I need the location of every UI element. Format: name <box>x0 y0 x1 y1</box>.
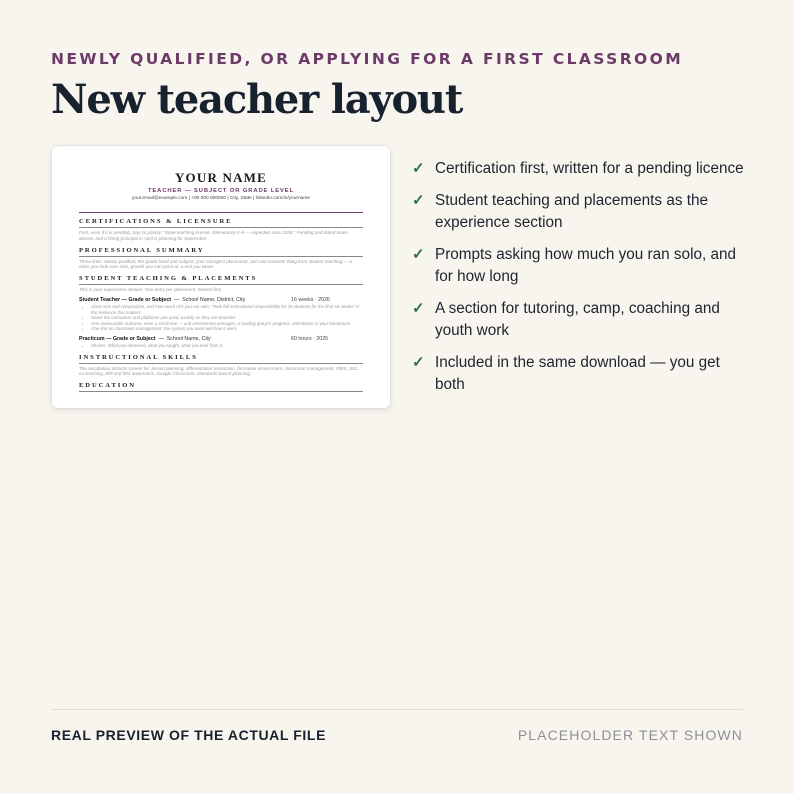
resume-bullet: • Class size and composition, and how much of it you ran solo. "Took full instructional responsibility for 26 students for the final six weeks" is the sentence that matters. <box>91 304 363 315</box>
resume-entry-separator: — <box>158 336 164 343</box>
resume-entry-role: Practicum — Grade or Subject <box>79 336 156 343</box>
resume-bullet-list <box>79 343 363 348</box>
resume-entry-location: School Name, District, City <box>182 297 246 304</box>
checkmark-icon: ✓ <box>412 160 425 177</box>
footer-placeholder-note: PLACEHOLDER TEXT SHOWN <box>517 727 743 743</box>
feature-item <box>412 190 752 234</box>
footer-preview-note: REAL PREVIEW OF THE ACTUAL FILE <box>51 727 327 743</box>
checkmark-icon: ✓ <box>412 354 425 371</box>
resume-placeholder-text: First, even if it is pending. Say so plainly: "State teaching license, Elementary K-6 — expected June 2026". Pending and dated beats absent, and a hiring principal in April is planning for September. <box>79 230 348 241</box>
resume-section-heading-summary: PROFESSIONAL SUMMARY <box>79 247 363 257</box>
resume-placeholder-text: The vocabulary districts screen for: lesson planning, differentiated instruction, formative assessment, classroom management, PBIS, SEL, co-teaching, IEP and 504 awareness, Google Classroom, standards-based planning. <box>79 365 360 377</box>
feature-text: Certification first, written for a pending licence <box>435 160 744 177</box>
resume-entry-separator: — <box>173 297 180 304</box>
feature-text: A section for tutoring, camp, coaching and youth work <box>435 300 720 339</box>
resume-section-heading-education: EDUCATION <box>79 382 363 392</box>
feature-text: Prompts asking how much you ran solo, and for how long <box>435 246 736 285</box>
checkmark-icon: ✓ <box>412 246 425 263</box>
resume-bullet: • Name the curriculum and platforms you used, exactly as they are branded. <box>91 315 363 320</box>
feature-text: Student teaching and placements as the experience section <box>435 192 708 231</box>
resume-placeholder-text: Three lines. Newly qualified, the grade band and subject, your strongest placement, and one concrete thing from student teaching — a class you took over solo, growth you can point at, a unit you wrote. <box>79 258 352 270</box>
resume-entry-location: School Name, City <box>166 336 211 343</box>
resume-name: YOUR NAME <box>174 170 268 185</box>
resume-bullet: • Shorter. What you observed, what you taught, what you took from it. <box>91 343 363 348</box>
resume-divider <box>79 212 363 213</box>
feature-item <box>412 298 752 342</box>
resume-contact-line: your.email@example.com | +00 000 000000 | City, State | linkedin.com/in/yourname <box>132 196 310 201</box>
feature-item <box>412 158 752 180</box>
feature-checklist <box>412 158 752 406</box>
resume-entry-dates: 60 hours · 2025 <box>291 336 329 343</box>
feature-item <box>412 352 752 396</box>
resume-bullet: • One measurable outcome, even a small one — unit assessment averages, a reading group's progress, attendance in your homeroom. <box>91 321 363 326</box>
resume-section-heading-certifications: CERTIFICATIONS & LICENSURE <box>79 218 363 228</box>
resume-section-heading-student-teaching: STUDENT TEACHING & PLACEMENTS <box>79 275 363 285</box>
resume-page <box>79 146 363 392</box>
resume-entry-dates: 16 weeks · 2026 <box>291 297 330 304</box>
resume-bullet: • One line on classroom management: the system you used and how it went. <box>91 326 363 331</box>
footer-divider <box>51 709 743 710</box>
resume-preview-card <box>52 146 390 408</box>
eyebrow-label: NEWLY QUALIFIED, OR APPLYING FOR A FIRST CLASSROOM <box>51 50 684 68</box>
feature-text: Included in the same download — you get both <box>435 354 720 393</box>
resume-entry-header <box>79 297 363 303</box>
resume-bullet-list <box>79 304 363 331</box>
page-title: New teacher layout <box>51 76 463 123</box>
resume-placeholder-text: This is your experience section. One entry per placement, newest first. <box>79 286 223 292</box>
resume-job-title: TEACHER — SUBJECT OR GRADE LEVEL <box>147 188 295 194</box>
resume-section-heading-skills: INSTRUCTIONAL SKILLS <box>79 354 363 364</box>
resume-entry-role: Student Teacher — Grade or Subject <box>79 297 172 304</box>
resume-entry-header <box>79 336 363 342</box>
feature-item <box>412 244 752 288</box>
checkmark-icon: ✓ <box>412 300 425 317</box>
checkmark-icon: ✓ <box>412 192 425 209</box>
